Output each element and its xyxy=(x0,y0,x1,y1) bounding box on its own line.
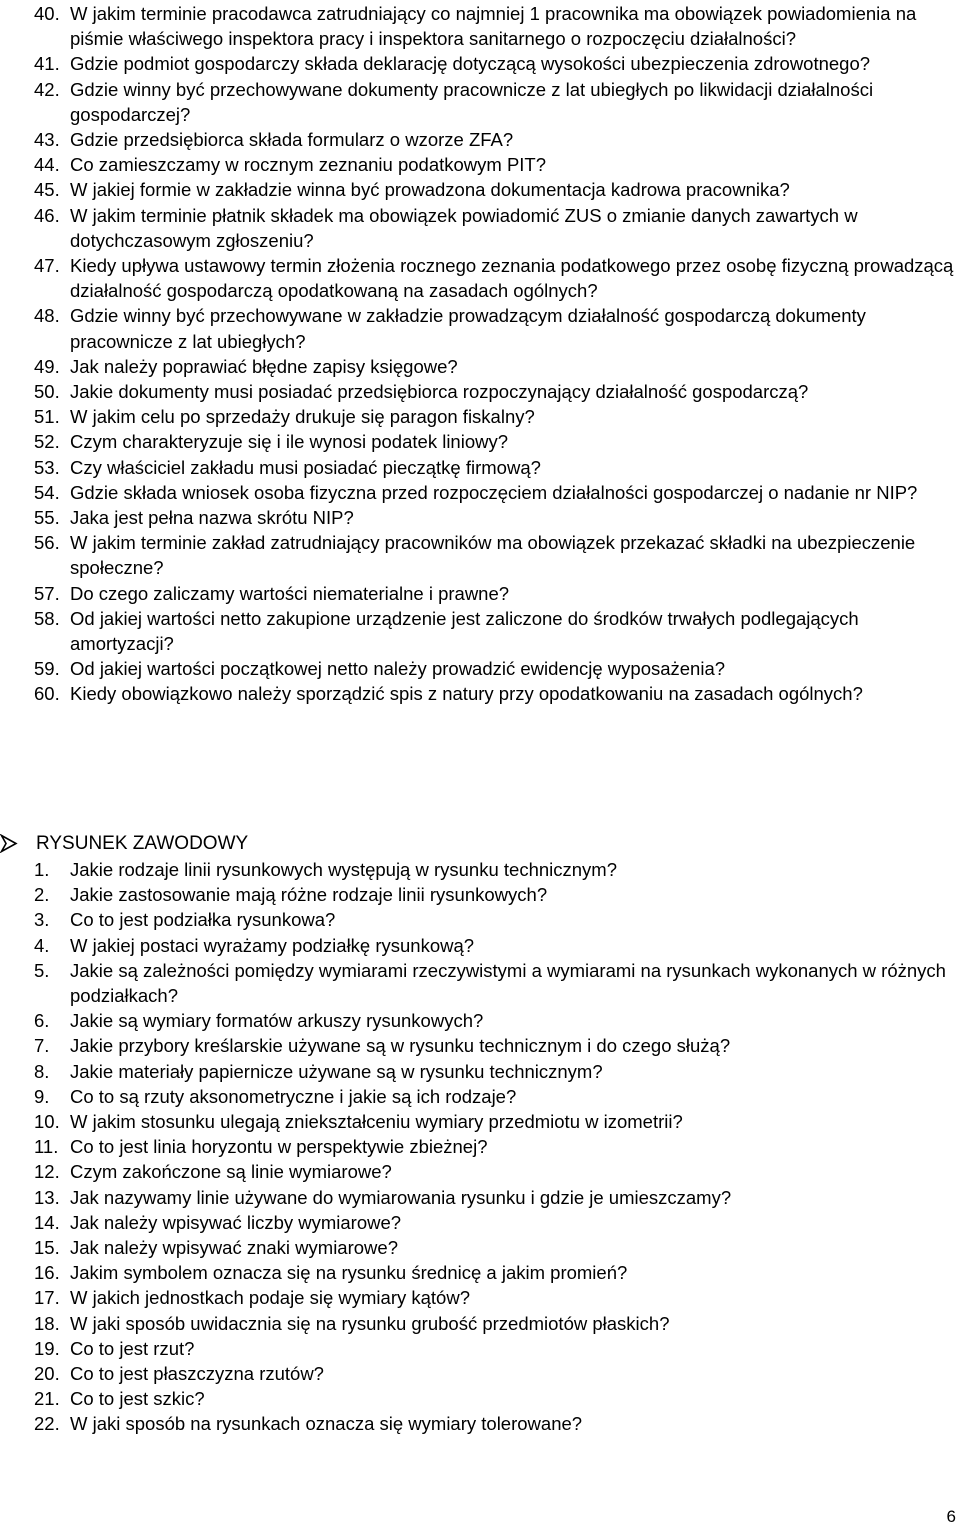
list-item xyxy=(34,152,954,177)
list-item xyxy=(34,1336,954,1361)
item-text: Gdzie przedsiębiorca składa formularz o wzorze ZFA? xyxy=(70,129,514,151)
item-text: Czy właściciel zakładu musi posiadać pieczątkę firmową? xyxy=(70,456,541,478)
item-number: 57. xyxy=(34,582,60,604)
list-item xyxy=(34,1084,954,1109)
list-item xyxy=(34,379,954,404)
list-item xyxy=(34,404,954,429)
item-text: Co to jest rzut? xyxy=(70,1337,195,1359)
item-text: W jakiej formie w zakładzie winna być prowadzona dokumentacja kadrowa pracownika? xyxy=(70,179,790,201)
item-number: 49. xyxy=(34,355,60,377)
item-text: Jakie są zależności pomiędzy wymiarami rzeczywistymi a wymiarami na rysunkach wykonanych w różnych podziałkach? xyxy=(70,959,946,1007)
item-text: Co to jest płaszczyzna rzutów? xyxy=(70,1363,324,1385)
item-text: Od jakiej wartości netto zakupione urządzenie jest zaliczone do środków trwałych podlegających amortyzacji? xyxy=(70,607,859,655)
item-number: 14. xyxy=(34,1211,60,1233)
list-item xyxy=(34,253,954,303)
item-text: Jakie zastosowanie mają różne rodzaje linii rysunkowych? xyxy=(70,884,548,906)
list-item xyxy=(34,1210,954,1235)
list-item xyxy=(34,1008,954,1033)
item-number: 50. xyxy=(34,381,60,403)
item-number: 53. xyxy=(34,456,60,478)
item-number: 41. xyxy=(34,53,60,75)
item-number: 9. xyxy=(34,1085,50,1107)
item-text: W jakim celu po sprzedaży drukuje się paragon fiskalny? xyxy=(70,406,535,428)
item-number: 18. xyxy=(34,1312,60,1334)
item-number: 47. xyxy=(34,255,60,277)
list-item xyxy=(34,681,954,706)
item-text: Jaka jest pełna nazwa skrótu NIP? xyxy=(70,507,354,529)
item-number: 55. xyxy=(34,507,60,529)
item-text: Jak należy wpisywać znaki wymiarowe? xyxy=(70,1237,398,1259)
list-item xyxy=(34,1411,954,1436)
list-item xyxy=(34,77,954,127)
item-number: 10. xyxy=(34,1111,60,1133)
item-text: Jakie materiały papiernicze używane są w rysunku technicznym? xyxy=(70,1060,603,1082)
list-item xyxy=(34,1159,954,1184)
item-number: 22. xyxy=(34,1413,60,1435)
list-item xyxy=(34,1235,954,1260)
item-number: 2. xyxy=(34,884,50,906)
list-item xyxy=(34,429,954,454)
item-number: 1. xyxy=(34,859,50,880)
item-number: 6. xyxy=(34,1010,50,1032)
item-text: Jak nazywamy linie używane do wymiarowania rysunku i gdzie je umieszczamy? xyxy=(70,1186,732,1208)
item-number: 54. xyxy=(34,481,60,503)
item-number: 60. xyxy=(34,683,60,705)
question-list-drawing xyxy=(34,857,954,1437)
list-item xyxy=(34,303,954,353)
list-item xyxy=(34,581,954,606)
item-text: Jakim symbolem oznacza się na rysunku średnicę a jakim promień? xyxy=(70,1262,628,1284)
item-text: Gdzie winny być przechowywane w zakładzie prowadzącym działalność gospodarczą dokumenty pracownicze z lat ubiegłych? xyxy=(70,305,866,352)
item-text: Co to są rzuty aksonometryczne i jakie są ich rodzaje? xyxy=(70,1085,517,1107)
list-item xyxy=(34,530,954,580)
list-item xyxy=(34,1311,954,1336)
list-item xyxy=(34,51,954,76)
item-number: 56. xyxy=(34,532,60,554)
item-number: 58. xyxy=(34,607,60,629)
item-text: Gdzie podmiot gospodarczy składa deklarację dotyczącą wysokości ubezpieczenia zdrowotnego? xyxy=(70,53,871,75)
arrow-bullet-icon xyxy=(0,834,18,853)
item-text: Co to jest szkic? xyxy=(70,1388,205,1410)
item-text: Co to jest linia horyzontu w perspektywie zbieżnej? xyxy=(70,1136,488,1158)
item-number: 7. xyxy=(34,1035,50,1057)
list-item xyxy=(34,455,954,480)
list-item xyxy=(34,1059,954,1084)
item-text: Od jakiej wartości początkowej netto należy prowadzić ewidencję wyposażenia? xyxy=(70,658,726,680)
item-number: 17. xyxy=(34,1287,60,1309)
item-text: Kiedy upływa ustawowy termin złożenia rocznego zeznania podatkowego przez osobę fizyczną prowadzącą działalność gospodarczą opodatkowaną na zasadach ogólnych? xyxy=(70,255,954,302)
item-text: W jaki sposób uwidacznia się na rysunku grubość przedmiotów płaskich? xyxy=(70,1312,670,1334)
item-text: Jakie rodzaje linii rysunkowych występują w rysunku technicznym? xyxy=(70,859,618,880)
item-text: W jaki sposób na rysunkach oznacza się wymiary tolerowane? xyxy=(70,1413,583,1435)
item-number: 3. xyxy=(34,909,50,931)
list-item xyxy=(34,1185,954,1210)
item-number: 45. xyxy=(34,179,60,201)
item-text: Jakie są wymiary formatów arkuszy rysunkowych? xyxy=(70,1010,484,1032)
item-number: 20. xyxy=(34,1363,60,1385)
question-list-general xyxy=(34,1,954,707)
list-item xyxy=(34,505,954,530)
item-number: 13. xyxy=(34,1186,60,1208)
section-title: RYSUNEK ZAWODOWY xyxy=(36,833,249,854)
item-number: 48. xyxy=(34,305,60,327)
item-number: 59. xyxy=(34,658,60,680)
list-item xyxy=(34,1285,954,1310)
list-item xyxy=(34,480,954,505)
item-number: 43. xyxy=(34,129,60,151)
item-text: Czym charakteryzuje się i ile wynosi podatek liniowy? xyxy=(70,431,509,453)
list-item xyxy=(34,177,954,202)
item-text: W jakiej postaci wyrażamy podziałkę rysunkową? xyxy=(70,934,475,956)
list-item xyxy=(34,1033,954,1058)
item-text: Gdzie winny być przechowywane dokumenty pracownicze z lat ubiegłych po likwidacji działalności gospodarczej? xyxy=(70,78,874,125)
item-text: W jakim terminie płatnik składek ma obowiązek powiadomić ZUS o zmianie danych zawartych w dotychczasowym zgłoszeniu? xyxy=(70,204,858,251)
item-number: 52. xyxy=(34,431,60,453)
list-item xyxy=(34,1109,954,1134)
item-text: Jakie dokumenty musi posiadać przedsiębiorca rozpoczynający działalność gospodarczą? xyxy=(70,381,809,403)
list-item xyxy=(34,1,954,51)
item-text: W jakim stosunku ulegają zniekształceniu wymiary przedmiotu w izometrii? xyxy=(70,1111,683,1133)
list-item xyxy=(34,933,954,958)
item-text: W jakim terminie zakład zatrudniający pracowników ma obowiązek przekazać składki na ubezpieczenie społeczne? xyxy=(70,532,916,579)
list-item xyxy=(34,882,954,907)
list-item xyxy=(34,656,954,681)
item-number: 16. xyxy=(34,1262,60,1284)
item-text: Czym zakończone są linie wymiarowe? xyxy=(70,1161,392,1183)
item-number: 8. xyxy=(34,1060,50,1082)
item-text: Co to jest podziałka rysunkowa? xyxy=(70,909,336,931)
item-number: 19. xyxy=(34,1337,60,1359)
item-number: 51. xyxy=(34,406,60,428)
section-heading xyxy=(0,831,960,856)
item-text: Jak należy poprawiać błędne zapisy księgowe? xyxy=(70,355,458,377)
list-item xyxy=(34,958,954,1008)
list-item xyxy=(34,127,954,152)
item-text: W jakich jednostkach podaje się wymiary kątów? xyxy=(70,1287,470,1309)
list-item xyxy=(34,203,954,253)
list-item xyxy=(34,1361,954,1386)
item-number: 5. xyxy=(34,959,50,981)
item-number: 11. xyxy=(34,1136,59,1158)
item-number: 44. xyxy=(34,154,60,176)
item-text: Do czego zaliczamy wartości niematerialne i prawne? xyxy=(70,582,510,604)
list-item xyxy=(34,857,954,882)
list-item xyxy=(34,1260,954,1285)
list-item xyxy=(34,606,954,656)
item-number: 15. xyxy=(34,1237,60,1259)
list-item xyxy=(34,354,954,379)
item-text: Co zamieszczamy w rocznym zeznaniu podatkowym PIT? xyxy=(70,154,547,176)
item-text: Jakie przybory kreślarskie używane są w rysunku technicznym i do czego służą? xyxy=(70,1035,731,1057)
list-item xyxy=(34,907,954,932)
item-text: Kiedy obowiązkowo należy sporządzić spis z natury przy opodatkowaniu na zasadach ogólnych? xyxy=(70,683,863,705)
item-number: 46. xyxy=(34,204,60,226)
item-text: W jakim terminie pracodawca zatrudniający co najmniej 1 pracownika ma obowiązek powiadomienia na piśmie właściwego inspektora pracy i inspektora sanitarnego o rozpoczęciu działalności? xyxy=(70,3,917,50)
list-item xyxy=(34,1134,954,1159)
item-text: Jak należy wpisywać liczby wymiarowe? xyxy=(70,1211,402,1233)
item-number: 4. xyxy=(34,934,50,956)
item-text: Gdzie składa wniosek osoba fizyczna przed rozpoczęciem działalności gospodarczej o nadanie nr NIP? xyxy=(70,481,918,503)
item-number: 21. xyxy=(34,1388,60,1410)
item-number: 42. xyxy=(34,78,60,100)
list-item xyxy=(34,1386,954,1411)
item-number: 40. xyxy=(34,3,60,24)
item-number: 12. xyxy=(34,1161,60,1183)
page-number: 6 xyxy=(946,1507,956,1526)
